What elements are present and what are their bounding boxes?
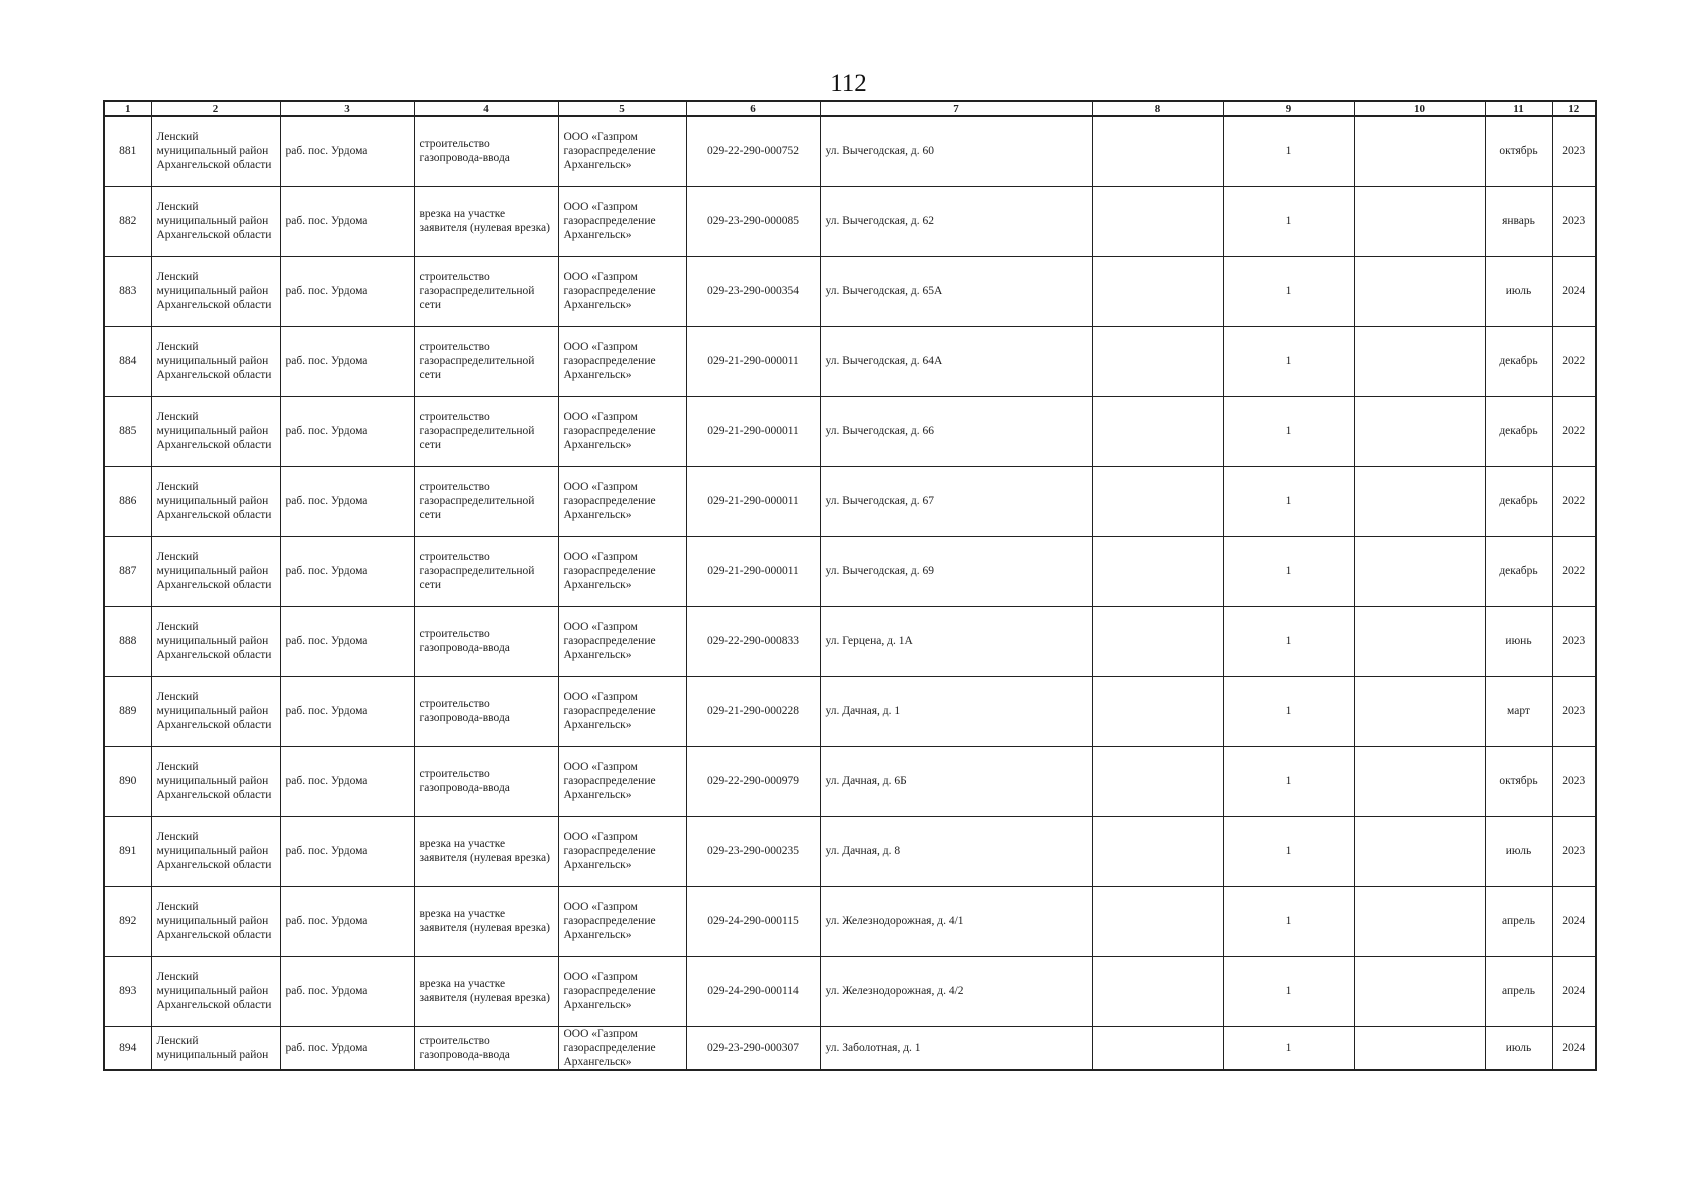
- settlement-cell: раб. пос. Урдома: [280, 536, 414, 606]
- column-8-cell: [1092, 886, 1223, 956]
- district-cell: Ленский муниципальный район Архангельской области: [151, 536, 280, 606]
- settlement-cell: раб. пос. Урдома: [280, 396, 414, 466]
- quantity-cell: 1: [1223, 606, 1354, 676]
- registry-code-cell: 029-24-290-000114: [686, 956, 820, 1026]
- registry-code-cell: 029-22-290-000752: [686, 116, 820, 186]
- column-8-cell: [1092, 396, 1223, 466]
- table-body: [104, 116, 1596, 1070]
- address-cell: ул. Дачная, д. 1: [820, 676, 1092, 746]
- settlement-cell: раб. пос. Урдома: [280, 116, 414, 186]
- quantity-cell: 1: [1223, 466, 1354, 536]
- address-cell: ул. Вычегодская, д. 65А: [820, 256, 1092, 326]
- organization-cell: ООО «Газпром газораспределение Архангельск»: [558, 466, 686, 536]
- column-header: 6: [686, 101, 820, 116]
- column-8-cell: [1092, 676, 1223, 746]
- address-cell: ул. Герцена, д. 1А: [820, 606, 1092, 676]
- registry-code-cell: 029-21-290-000011: [686, 396, 820, 466]
- district-cell: Ленский муниципальный район Архангельской области: [151, 396, 280, 466]
- column-10-cell: [1354, 886, 1485, 956]
- column-8-cell: [1092, 606, 1223, 676]
- column-8-cell: [1092, 186, 1223, 256]
- column-10-cell: [1354, 1026, 1485, 1070]
- quantity-cell: 1: [1223, 396, 1354, 466]
- district-cell: Ленский муниципальный район Архангельской области: [151, 116, 280, 186]
- district-cell: Ленский муниципальный район Архангельской области: [151, 256, 280, 326]
- month-cell: июнь: [1485, 606, 1552, 676]
- table-row: [104, 956, 1596, 1026]
- column-8-cell: [1092, 536, 1223, 606]
- address-cell: ул. Вычегодская, д. 66: [820, 396, 1092, 466]
- column-header: 12: [1552, 101, 1596, 116]
- organization-cell: ООО «Газпром газораспределение Архангельск»: [558, 676, 686, 746]
- settlement-cell: раб. пос. Урдома: [280, 956, 414, 1026]
- year-cell: 2024: [1552, 256, 1596, 326]
- month-cell: июль: [1485, 1026, 1552, 1070]
- work-type-cell: строительство газопровода-ввода: [414, 746, 558, 816]
- table-row: [104, 676, 1596, 746]
- month-cell: январь: [1485, 186, 1552, 256]
- month-cell: декабрь: [1485, 536, 1552, 606]
- district-cell: Ленский муниципальный район Архангельской области: [151, 326, 280, 396]
- settlement-cell: раб. пос. Урдома: [280, 256, 414, 326]
- quantity-cell: 1: [1223, 326, 1354, 396]
- month-cell: декабрь: [1485, 466, 1552, 536]
- column-8-cell: [1092, 1026, 1223, 1070]
- year-cell: 2024: [1552, 886, 1596, 956]
- work-type-cell: врезка на участке заявителя (нулевая врезка): [414, 186, 558, 256]
- month-cell: октябрь: [1485, 116, 1552, 186]
- registry-code-cell: 029-21-290-000011: [686, 326, 820, 396]
- table-row: [104, 746, 1596, 816]
- column-header: 8: [1092, 101, 1223, 116]
- row-number: 884: [104, 326, 151, 396]
- address-cell: ул. Заболотная, д. 1: [820, 1026, 1092, 1070]
- column-10-cell: [1354, 606, 1485, 676]
- district-cell: Ленский муниципальный район Архангельской области: [151, 886, 280, 956]
- column-10-cell: [1354, 536, 1485, 606]
- year-cell: 2023: [1552, 606, 1596, 676]
- organization-cell: ООО «Газпром газораспределение Архангельск»: [558, 256, 686, 326]
- month-cell: март: [1485, 676, 1552, 746]
- address-cell: ул. Вычегодская, д. 67: [820, 466, 1092, 536]
- work-type-cell: врезка на участке заявителя (нулевая врезка): [414, 956, 558, 1026]
- registry-code-cell: 029-23-290-000235: [686, 816, 820, 886]
- column-header: 11: [1485, 101, 1552, 116]
- column-10-cell: [1354, 746, 1485, 816]
- organization-cell: ООО «Газпром газораспределение Архангельск»: [558, 606, 686, 676]
- registry-code-cell: 029-21-290-000011: [686, 466, 820, 536]
- quantity-cell: 1: [1223, 816, 1354, 886]
- column-10-cell: [1354, 816, 1485, 886]
- year-cell: 2024: [1552, 1026, 1596, 1070]
- year-cell: 2023: [1552, 116, 1596, 186]
- year-cell: 2023: [1552, 186, 1596, 256]
- year-cell: 2022: [1552, 326, 1596, 396]
- column-header: 3: [280, 101, 414, 116]
- row-number: 892: [104, 886, 151, 956]
- table-row: [104, 816, 1596, 886]
- registry-code-cell: 029-22-290-000833: [686, 606, 820, 676]
- column-8-cell: [1092, 116, 1223, 186]
- settlement-cell: раб. пос. Урдома: [280, 886, 414, 956]
- year-cell: 2022: [1552, 536, 1596, 606]
- table-row: [104, 886, 1596, 956]
- work-type-cell: врезка на участке заявителя (нулевая врезка): [414, 886, 558, 956]
- column-header: 1: [104, 101, 151, 116]
- month-cell: июль: [1485, 256, 1552, 326]
- column-8-cell: [1092, 956, 1223, 1026]
- work-type-cell: строительство газораспределительной сети: [414, 256, 558, 326]
- address-cell: ул. Железнодорожная, д. 4/2: [820, 956, 1092, 1026]
- month-cell: октябрь: [1485, 746, 1552, 816]
- quantity-cell: 1: [1223, 676, 1354, 746]
- month-cell: декабрь: [1485, 326, 1552, 396]
- registry-code-cell: 029-23-290-000085: [686, 186, 820, 256]
- registry-code-cell: 029-23-290-000307: [686, 1026, 820, 1070]
- district-cell: Ленский муниципальный район Архангельской области: [151, 466, 280, 536]
- year-cell: 2024: [1552, 956, 1596, 1026]
- column-10-cell: [1354, 466, 1485, 536]
- registry-code-cell: 029-22-290-000979: [686, 746, 820, 816]
- column-10-cell: [1354, 326, 1485, 396]
- month-cell: июль: [1485, 816, 1552, 886]
- table-row: [104, 396, 1596, 466]
- address-cell: ул. Вычегодская, д. 62: [820, 186, 1092, 256]
- table-header: [104, 101, 1596, 116]
- district-cell: Ленский муниципальный район Архангельской области: [151, 606, 280, 676]
- work-type-cell: строительство газопровода-ввода: [414, 1026, 558, 1070]
- column-8-cell: [1092, 326, 1223, 396]
- organization-cell: ООО «Газпром газораспределение Архангельск»: [558, 326, 686, 396]
- quantity-cell: 1: [1223, 116, 1354, 186]
- district-cell: Ленский муниципальный район Архангельской области: [151, 676, 280, 746]
- table-row: [104, 606, 1596, 676]
- district-cell: Ленский муниципальный район Архангельской области: [151, 956, 280, 1026]
- district-cell: Ленский муниципальный район: [151, 1026, 280, 1070]
- work-type-cell: врезка на участке заявителя (нулевая врезка): [414, 816, 558, 886]
- organization-cell: ООО «Газпром газораспределение Архангельск»: [558, 746, 686, 816]
- month-cell: апрель: [1485, 886, 1552, 956]
- settlement-cell: раб. пос. Урдома: [280, 186, 414, 256]
- settlement-cell: раб. пос. Урдома: [280, 816, 414, 886]
- settlement-cell: раб. пос. Урдома: [280, 676, 414, 746]
- work-type-cell: строительство газопровода-ввода: [414, 116, 558, 186]
- table-row: [104, 256, 1596, 326]
- row-number: 887: [104, 536, 151, 606]
- quantity-cell: 1: [1223, 256, 1354, 326]
- address-cell: ул. Вычегодская, д. 60: [820, 116, 1092, 186]
- year-cell: 2022: [1552, 396, 1596, 466]
- organization-cell: ООО «Газпром газораспределение Архангельск»: [558, 1026, 686, 1070]
- table-row: [104, 326, 1596, 396]
- row-number: 883: [104, 256, 151, 326]
- row-number: 890: [104, 746, 151, 816]
- column-10-cell: [1354, 676, 1485, 746]
- work-type-cell: строительство газораспределительной сети: [414, 466, 558, 536]
- work-type-cell: строительство газопровода-ввода: [414, 606, 558, 676]
- column-10-cell: [1354, 956, 1485, 1026]
- header-row: [104, 101, 1596, 116]
- column-10-cell: [1354, 256, 1485, 326]
- table-row: [104, 536, 1596, 606]
- column-8-cell: [1092, 746, 1223, 816]
- row-number: 885: [104, 396, 151, 466]
- organization-cell: ООО «Газпром газораспределение Архангельск»: [558, 886, 686, 956]
- table-row: [104, 1026, 1596, 1070]
- year-cell: 2023: [1552, 746, 1596, 816]
- page-number: 112: [830, 70, 867, 97]
- organization-cell: ООО «Газпром газораспределение Архангельск»: [558, 116, 686, 186]
- column-8-cell: [1092, 256, 1223, 326]
- settlement-cell: раб. пос. Урдома: [280, 466, 414, 536]
- quantity-cell: 1: [1223, 1026, 1354, 1070]
- registry-table: [103, 100, 1597, 1071]
- registry-code-cell: 029-24-290-000115: [686, 886, 820, 956]
- district-cell: Ленский муниципальный район Архангельской области: [151, 746, 280, 816]
- column-10-cell: [1354, 186, 1485, 256]
- work-type-cell: строительство газораспределительной сети: [414, 326, 558, 396]
- quantity-cell: 1: [1223, 746, 1354, 816]
- row-number: 889: [104, 676, 151, 746]
- year-cell: 2022: [1552, 466, 1596, 536]
- quantity-cell: 1: [1223, 886, 1354, 956]
- column-header: 10: [1354, 101, 1485, 116]
- address-cell: ул. Дачная, д. 8: [820, 816, 1092, 886]
- table-row: [104, 116, 1596, 186]
- organization-cell: ООО «Газпром газораспределение Архангельск»: [558, 186, 686, 256]
- address-cell: ул. Вычегодская, д. 69: [820, 536, 1092, 606]
- month-cell: апрель: [1485, 956, 1552, 1026]
- quantity-cell: 1: [1223, 186, 1354, 256]
- registry-code-cell: 029-21-290-000228: [686, 676, 820, 746]
- row-number: 894: [104, 1026, 151, 1070]
- row-number: 893: [104, 956, 151, 1026]
- year-cell: 2023: [1552, 816, 1596, 886]
- column-header: 5: [558, 101, 686, 116]
- row-number: 886: [104, 466, 151, 536]
- year-cell: 2023: [1552, 676, 1596, 746]
- row-number: 891: [104, 816, 151, 886]
- organization-cell: ООО «Газпром газораспределение Архангельск»: [558, 536, 686, 606]
- settlement-cell: раб. пос. Урдома: [280, 1026, 414, 1070]
- district-cell: Ленский муниципальный район Архангельской области: [151, 186, 280, 256]
- row-number: 888: [104, 606, 151, 676]
- table-row: [104, 466, 1596, 536]
- organization-cell: ООО «Газпром газораспределение Архангельск»: [558, 396, 686, 466]
- settlement-cell: раб. пос. Урдома: [280, 326, 414, 396]
- registry-code-cell: 029-21-290-000011: [686, 536, 820, 606]
- column-10-cell: [1354, 116, 1485, 186]
- settlement-cell: раб. пос. Урдома: [280, 746, 414, 816]
- row-number: 881: [104, 116, 151, 186]
- column-header: 2: [151, 101, 280, 116]
- column-header: 9: [1223, 101, 1354, 116]
- column-10-cell: [1354, 396, 1485, 466]
- column-header: 4: [414, 101, 558, 116]
- column-8-cell: [1092, 466, 1223, 536]
- column-header: 7: [820, 101, 1092, 116]
- organization-cell: ООО «Газпром газораспределение Архангельск»: [558, 816, 686, 886]
- work-type-cell: строительство газораспределительной сети: [414, 396, 558, 466]
- column-8-cell: [1092, 816, 1223, 886]
- work-type-cell: строительство газораспределительной сети: [414, 536, 558, 606]
- work-type-cell: строительство газопровода-ввода: [414, 676, 558, 746]
- address-cell: ул. Вычегодская, д. 64А: [820, 326, 1092, 396]
- quantity-cell: 1: [1223, 956, 1354, 1026]
- quantity-cell: 1: [1223, 536, 1354, 606]
- registry-code-cell: 029-23-290-000354: [686, 256, 820, 326]
- settlement-cell: раб. пос. Урдома: [280, 606, 414, 676]
- organization-cell: ООО «Газпром газораспределение Архангельск»: [558, 956, 686, 1026]
- district-cell: Ленский муниципальный район Архангельской области: [151, 816, 280, 886]
- address-cell: ул. Дачная, д. 6Б: [820, 746, 1092, 816]
- table-row: [104, 186, 1596, 256]
- row-number: 882: [104, 186, 151, 256]
- month-cell: декабрь: [1485, 396, 1552, 466]
- address-cell: ул. Железнодорожная, д. 4/1: [820, 886, 1092, 956]
